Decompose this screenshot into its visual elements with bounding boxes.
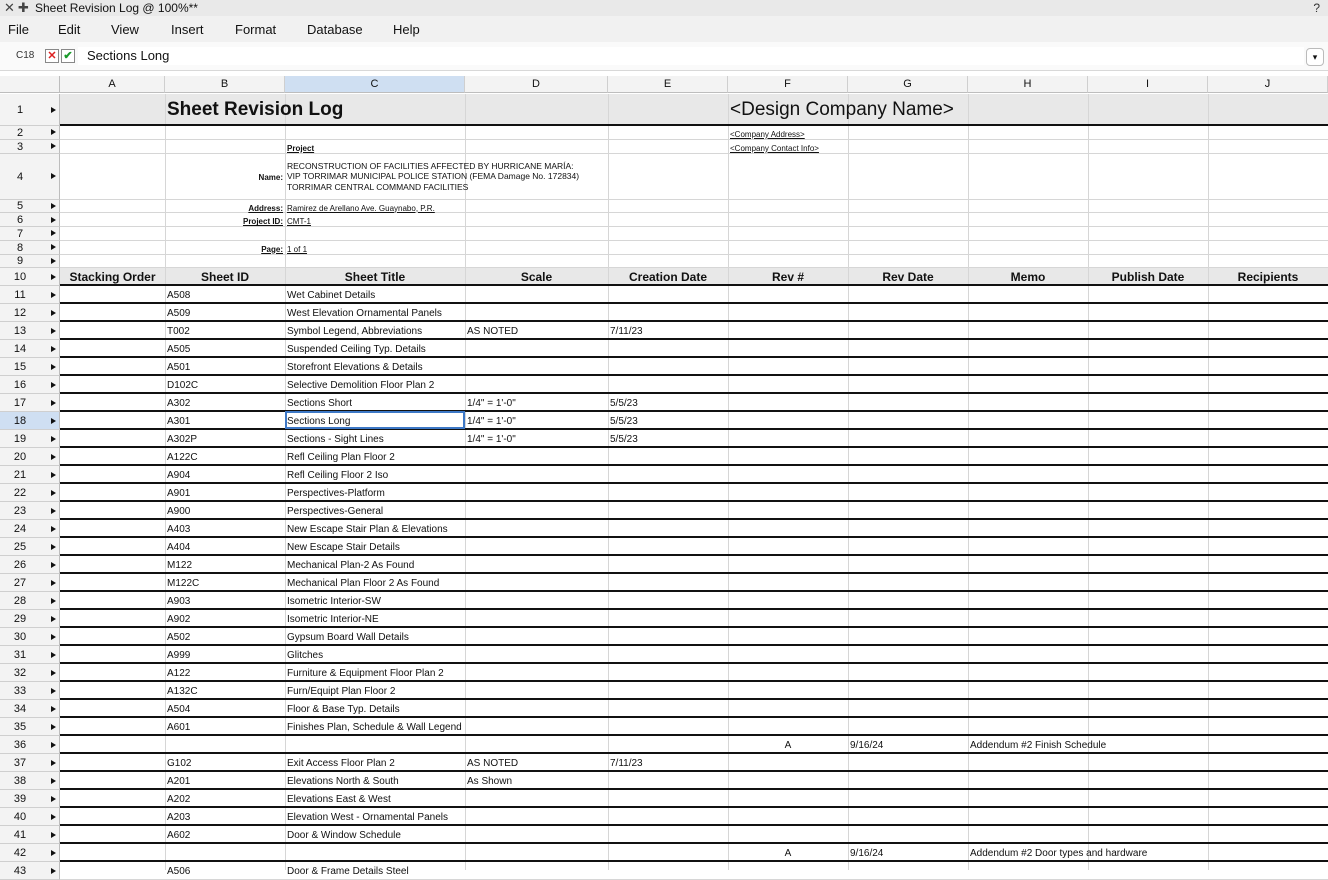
memo-cell[interactable]: Addendum #2 Door types and hardware — [970, 848, 1148, 860]
row-number: 35 — [13, 721, 27, 734]
row-header[interactable] — [0, 538, 60, 556]
column-title[interactable]: Creation Date — [628, 270, 708, 285]
column-title[interactable]: Stacking Order — [69, 270, 156, 285]
sheet-title-cell[interactable]: Mechanical Plan-2 As Found — [287, 560, 415, 572]
creation-date-cell[interactable]: 5/5/23 — [610, 434, 638, 446]
sheet-id[interactable]: A602 — [167, 830, 191, 842]
row-header[interactable] — [0, 610, 60, 628]
creation-date-cell[interactable]: 5/5/23 — [610, 398, 638, 410]
row-header[interactable] — [0, 826, 60, 844]
row-number: 6 — [16, 214, 24, 227]
row-number: 30 — [13, 631, 27, 644]
row-number: 8 — [16, 241, 24, 254]
row-number: 16 — [13, 379, 27, 392]
row-number: 12 — [13, 307, 27, 320]
row-number: 7 — [16, 227, 24, 240]
sheet-title-cell[interactable]: Isometric Interior-SW — [287, 596, 381, 608]
sheet-id[interactable]: A505 — [167, 344, 191, 356]
new-window-icon[interactable]: ✚ — [17, 0, 29, 15]
column-header-i[interactable]: I — [1088, 76, 1208, 93]
sheet-id[interactable]: A506 — [167, 866, 191, 878]
row-header[interactable] — [0, 520, 60, 538]
row-header[interactable] — [0, 682, 60, 700]
column-header-h[interactable]: H — [968, 76, 1088, 93]
row-expand-icon[interactable] — [51, 652, 56, 658]
row-expand-icon[interactable] — [51, 346, 56, 352]
column-header-g[interactable]: G — [848, 76, 968, 93]
row-number: 28 — [13, 595, 27, 608]
row-number: 24 — [13, 523, 27, 536]
row-expand-icon[interactable] — [51, 230, 56, 236]
row-expand-icon[interactable] — [51, 526, 56, 532]
row-expand-icon[interactable] — [51, 760, 56, 766]
row-header[interactable] — [0, 754, 60, 772]
row-header[interactable] — [0, 808, 60, 826]
row-header[interactable] — [0, 200, 60, 214]
row-expand-icon[interactable] — [51, 400, 56, 406]
row-expand-icon[interactable] — [51, 258, 56, 264]
row-number: 33 — [13, 685, 27, 698]
row-header[interactable] — [0, 664, 60, 682]
row-expand-icon[interactable] — [51, 814, 56, 820]
row-expand-icon[interactable] — [51, 436, 56, 442]
sheet-id[interactable]: D102C — [167, 380, 199, 392]
row-header[interactable] — [0, 772, 60, 790]
row-header[interactable] — [0, 844, 60, 862]
row-number: 2 — [16, 126, 24, 139]
row-header[interactable] — [0, 140, 60, 154]
sheet-title-cell[interactable]: Mechanical Plan Floor 2 As Found — [287, 578, 440, 590]
sheet-id[interactable]: A601 — [167, 722, 191, 734]
row-number: 1 — [16, 104, 24, 116]
row-expand-icon[interactable] — [51, 616, 56, 622]
sheet-id[interactable]: T002 — [167, 326, 190, 338]
sheet-id[interactable]: A302 — [167, 398, 191, 410]
row-header[interactable] — [0, 304, 60, 322]
scale-cell[interactable]: 1/4" = 1'-0" — [467, 434, 516, 446]
column-header-b[interactable]: B — [165, 76, 285, 93]
row-expand-icon[interactable] — [51, 508, 56, 514]
row-expand-icon[interactable] — [51, 328, 56, 334]
column-title[interactable]: Scale — [520, 270, 553, 285]
menu-view[interactable]: View — [111, 22, 139, 37]
row-header[interactable] — [0, 340, 60, 358]
name-label[interactable]: Name: — [258, 172, 283, 182]
scale-cell[interactable]: As Shown — [467, 776, 513, 788]
address-label[interactable]: Address: — [248, 203, 283, 213]
sheet-title-cell[interactable]: Door & Frame Details Steel — [287, 866, 409, 878]
row-number: 29 — [13, 613, 27, 626]
sheet-title-cell[interactable]: Finishes Plan, Schedule & Wall Legend — [287, 722, 462, 734]
sheet-id[interactable]: G102 — [167, 758, 192, 770]
row-header[interactable] — [0, 790, 60, 808]
sheet-id[interactable]: A900 — [167, 506, 191, 518]
project-name[interactable] — [285, 161, 615, 197]
company-name[interactable]: <Design Company Name> — [730, 99, 954, 120]
column-title[interactable]: Rev Date — [882, 270, 934, 285]
sheet-title-cell[interactable]: Furn/Equipt Plan Floor 2 — [287, 686, 396, 698]
creation-date-cell[interactable]: 7/11/23 — [610, 326, 643, 338]
select-all-corner[interactable] — [0, 76, 60, 93]
row-header[interactable] — [0, 862, 60, 880]
row-header[interactable] — [0, 412, 60, 430]
row-header[interactable] — [0, 466, 60, 484]
row-number: 11 — [14, 289, 26, 302]
row-number: 22 — [13, 487, 27, 500]
row-header[interactable] — [0, 574, 60, 592]
sheet-id[interactable]: A502 — [167, 632, 191, 644]
menu-file[interactable]: File — [8, 22, 29, 37]
row-number: 19 — [13, 433, 27, 446]
column-header-d[interactable]: D — [465, 76, 608, 93]
sheet-title-cell[interactable]: Wet Cabinet Details — [287, 290, 376, 302]
row-number: 34 — [13, 703, 27, 716]
row-number: 32 — [13, 667, 27, 680]
sheet-title-cell[interactable]: West Elevation Ornamental Panels — [287, 308, 442, 320]
sheet-id[interactable]: A504 — [167, 704, 191, 716]
project-id-value[interactable]: CMT-1 — [287, 217, 311, 227]
row-header[interactable] — [0, 736, 60, 754]
row-expand-icon[interactable] — [51, 850, 56, 856]
menu-database[interactable]: Database — [307, 22, 363, 37]
column-header-a[interactable]: A — [60, 76, 165, 93]
row-number: 25 — [13, 541, 27, 554]
address-value[interactable]: Ramirez de Arellano Ave. Guaynabo, P.R. — [287, 203, 435, 213]
scale-cell[interactable]: 1/4" = 1'-0" — [467, 398, 516, 410]
scale-cell[interactable]: AS NOTED — [467, 326, 519, 338]
row-header[interactable] — [0, 430, 60, 448]
sheet-id[interactable]: A202 — [167, 794, 191, 806]
row-header[interactable] — [0, 646, 60, 664]
row-number: 5 — [16, 200, 24, 213]
row-expand-icon[interactable] — [51, 868, 56, 874]
row-header[interactable] — [0, 322, 60, 340]
sheet-title-cell[interactable]: Sections Short — [287, 398, 353, 410]
row-header[interactable] — [0, 502, 60, 520]
row-number: 17 — [13, 397, 27, 410]
column-header-e[interactable]: E — [608, 76, 728, 93]
sheet-title-cell[interactable]: Furniture & Equipment Floor Plan 2 — [287, 668, 444, 680]
project-id-label[interactable]: Project ID: — [242, 217, 283, 227]
sheet-title-cell[interactable]: Refl Ceiling Plan Floor 2 — [287, 452, 395, 464]
row-expand-icon[interactable] — [51, 490, 56, 496]
sheet-title-cell[interactable]: Floor & Base Typ. Details — [287, 704, 400, 716]
row-expand-icon[interactable] — [51, 724, 56, 730]
row-expand-icon[interactable] — [51, 244, 56, 250]
row-number: 13 — [13, 325, 27, 338]
sheet-title-cell[interactable]: New Escape Stair Details — [287, 542, 400, 554]
row-expand-icon[interactable] — [51, 688, 56, 694]
sheet-title[interactable]: Sheet Revision Log — [167, 99, 344, 120]
company-contact[interactable]: <Company Contact Info> — [730, 143, 819, 153]
sheet-title-cell[interactable]: Storefront Elevations & Details — [287, 362, 423, 374]
row-expand-icon[interactable] — [51, 382, 56, 388]
column-title[interactable]: Sheet ID — [200, 270, 249, 285]
row-header[interactable] — [0, 484, 60, 502]
row-header[interactable] — [0, 213, 60, 227]
gridline-horizontal — [60, 139, 1328, 140]
rev-date-cell[interactable]: 9/16/24 — [850, 740, 884, 752]
sheet-id[interactable]: A901 — [167, 488, 191, 500]
page-label[interactable]: Page: — [261, 244, 283, 254]
sheet-id[interactable]: A508 — [167, 290, 191, 302]
row-number: 20 — [13, 451, 27, 464]
row-expand-icon[interactable] — [51, 706, 56, 712]
creation-date-cell[interactable]: 5/5/23 — [610, 416, 638, 428]
sheet-id[interactable]: A122C — [167, 452, 198, 464]
row-header[interactable] — [0, 358, 60, 376]
window-title: Sheet Revision Log @ 100%** — [35, 1, 198, 15]
row-expand-icon[interactable] — [51, 143, 56, 149]
project-name-line: RECONSTRUCTION OF FACILITIES AFFECTED BY HURRICANE MARÍA: — [287, 160, 574, 171]
row-expand-icon[interactable] — [51, 107, 56, 113]
sheet-id[interactable]: M122 — [167, 560, 193, 572]
row-header[interactable] — [0, 227, 60, 241]
row-number: 36 — [13, 739, 27, 752]
sheet-title-cell[interactable]: Elevations North & South — [287, 776, 399, 788]
sheet-title-cell[interactable]: Elevations East & West — [287, 794, 391, 806]
help-icon[interactable]: ? — [1313, 1, 1320, 15]
row-header[interactable] — [0, 241, 60, 255]
company-address[interactable]: <Company Address> — [730, 130, 805, 139]
sheet-title-cell[interactable]: Elevation West - Ornamental Panels — [287, 812, 449, 824]
sheet-id[interactable]: A302P — [167, 434, 198, 446]
column-title[interactable]: Rev # — [771, 270, 805, 285]
sheet-id[interactable]: A404 — [167, 542, 191, 554]
row-expand-icon[interactable] — [51, 310, 56, 316]
sheet-title-cell[interactable]: Sections Long — [287, 416, 351, 428]
cancel-icon[interactable]: ✕ — [45, 49, 59, 63]
column-title[interactable]: Sheet Title — [344, 270, 406, 285]
menu-edit[interactable]: Edit — [58, 22, 81, 37]
cell-reference: C18 — [16, 50, 35, 61]
row-expand-icon[interactable] — [51, 274, 56, 280]
row-header[interactable] — [0, 94, 60, 126]
row-number: 15 — [13, 361, 27, 374]
page-value[interactable]: 1 of 1 — [287, 244, 308, 254]
column-header-j[interactable]: J — [1208, 76, 1328, 93]
chevron-down-icon[interactable]: ▾ — [1306, 48, 1324, 66]
row-expand-icon[interactable] — [51, 634, 56, 640]
row-number: 9 — [16, 255, 24, 268]
row-number: 27 — [13, 577, 27, 590]
sheet-id[interactable]: M122C — [167, 578, 200, 590]
row-header[interactable] — [0, 154, 60, 200]
sheet-id[interactable]: A999 — [167, 650, 191, 662]
row-expand-icon[interactable] — [51, 832, 56, 838]
row-expand-icon[interactable] — [51, 203, 56, 209]
row-header[interactable] — [0, 286, 60, 304]
row-number: 38 — [13, 775, 27, 788]
project-name-line: TORRIMAR CENTRAL COMMAND FACILITIES — [287, 181, 469, 192]
sheet-title-cell[interactable]: Door & Window Schedule — [287, 830, 401, 842]
sheet-title-cell[interactable]: New Escape Stair Plan & Elevations — [287, 524, 448, 536]
row-expand-icon[interactable] — [51, 796, 56, 802]
rev-date-cell[interactable]: 9/16/24 — [850, 848, 884, 860]
scale-cell[interactable]: 1/4" = 1'-0" — [467, 416, 516, 428]
project-name-line: VIP TORRIMAR MUNICIPAL POLICE STATION (FEMA Damage No. 172834) — [287, 171, 580, 181]
menu-insert[interactable]: Insert — [171, 22, 204, 37]
row-expand-icon[interactable] — [51, 598, 56, 604]
row-header[interactable] — [0, 628, 60, 646]
formula-input[interactable]: Sections Long — [78, 47, 1304, 65]
row-expand-icon[interactable] — [51, 129, 56, 135]
sheet-id[interactable]: A203 — [167, 812, 191, 824]
row-expand-icon[interactable] — [51, 173, 56, 179]
sheet-title-cell[interactable]: Selective Demolition Floor Plan 2 — [287, 380, 435, 392]
memo-cell[interactable]: Addendum #2 Finish Schedule — [970, 740, 1107, 752]
row-number: 40 — [13, 811, 27, 824]
sheet-title-cell[interactable]: Isometric Interior-NE — [287, 614, 379, 626]
sheet-id[interactable]: A403 — [167, 524, 191, 536]
sheet-id[interactable]: A201 — [167, 776, 191, 788]
row-number: 4 — [16, 170, 24, 183]
accept-icon[interactable]: ✔ — [61, 49, 75, 63]
column-title[interactable]: Publish Date — [1111, 270, 1185, 285]
row-number: 39 — [13, 793, 27, 806]
sheet-id[interactable]: A904 — [167, 470, 191, 482]
row-header[interactable] — [0, 255, 60, 269]
row-number: 23 — [13, 505, 27, 518]
sheet-id[interactable]: A903 — [167, 596, 191, 608]
row-number: 26 — [13, 559, 27, 572]
row-expand-icon[interactable] — [51, 778, 56, 784]
scale-cell[interactable]: AS NOTED — [467, 758, 519, 770]
creation-date-cell[interactable]: 7/11/23 — [610, 758, 643, 770]
sheet-title-cell[interactable]: Exit Access Floor Plan 2 — [287, 758, 395, 770]
row-number: 14 — [13, 343, 27, 356]
selected-cell[interactable] — [285, 411, 465, 429]
column-title[interactable]: Memo — [1010, 270, 1046, 285]
sheet-title-cell[interactable]: Glitches — [287, 650, 324, 662]
row-number: 10 — [13, 271, 27, 284]
sheet-id[interactable]: A902 — [167, 614, 191, 626]
row-expand-icon[interactable] — [51, 364, 56, 370]
sheet-title-cell[interactable]: Refl Ceiling Floor 2 Iso — [287, 470, 389, 482]
row-header[interactable] — [0, 126, 60, 140]
column-title[interactable]: Recipients — [1237, 270, 1299, 285]
row-expand-icon[interactable] — [51, 454, 56, 460]
sheet-title-cell[interactable]: Perspectives-General — [287, 506, 384, 518]
row-number: 3 — [16, 140, 24, 153]
sheet-id[interactable]: A301 — [167, 416, 191, 428]
row-expand-icon[interactable] — [51, 562, 56, 568]
sheet-id[interactable]: A501 — [167, 362, 191, 374]
row-expand-icon[interactable] — [51, 292, 56, 298]
sheet-id[interactable]: A509 — [167, 308, 191, 320]
sheet-title-cell[interactable]: Sections - Sight Lines — [287, 434, 384, 446]
row-number: 42 — [13, 847, 27, 860]
row-header[interactable] — [0, 556, 60, 574]
column-header-c[interactable]: C — [285, 76, 465, 93]
row-expand-icon[interactable] — [51, 418, 56, 424]
row-number: 41 — [13, 829, 27, 842]
sheet-title-cell[interactable]: Symbol Legend, Abbreviations — [287, 326, 423, 338]
project-label[interactable]: Project — [287, 143, 315, 153]
row-header[interactable] — [0, 268, 60, 286]
rev-number-cell[interactable]: A — [784, 848, 792, 860]
row-expand-icon[interactable] — [51, 670, 56, 676]
row-header[interactable] — [0, 592, 60, 610]
menu-format[interactable]: Format — [235, 22, 277, 37]
sheet-title-cell[interactable]: Gypsum Board Wall Details — [287, 632, 409, 644]
row-header[interactable] — [0, 718, 60, 736]
row-number: 43 — [13, 865, 27, 878]
close-icon[interactable]: ✕ — [4, 0, 15, 15]
row-expand-icon[interactable] — [51, 472, 56, 478]
column-header-f[interactable]: F — [728, 76, 848, 93]
row-number: 31 — [13, 649, 27, 662]
row-header[interactable] — [0, 448, 60, 466]
row-expand-icon[interactable] — [51, 580, 56, 586]
row-number: 21 — [13, 469, 27, 482]
sheet-title-cell[interactable]: Suspended Ceiling Typ. Details — [287, 344, 426, 356]
row-expand-icon[interactable] — [51, 544, 56, 550]
row-expand-icon[interactable] — [51, 742, 56, 748]
menu-help[interactable]: Help — [393, 22, 420, 37]
row-header[interactable] — [0, 394, 60, 412]
row-number: 18 — [13, 415, 27, 428]
row-number: 37 — [13, 757, 27, 770]
sheet-id[interactable]: A132C — [167, 686, 198, 698]
rev-number-cell[interactable]: A — [784, 740, 792, 752]
sheet-id[interactable]: A122 — [167, 668, 191, 680]
row-header[interactable] — [0, 700, 60, 718]
row-expand-icon[interactable] — [51, 217, 56, 223]
sheet-title-cell[interactable]: Perspectives-Platform — [287, 488, 385, 500]
row-header[interactable] — [0, 376, 60, 394]
